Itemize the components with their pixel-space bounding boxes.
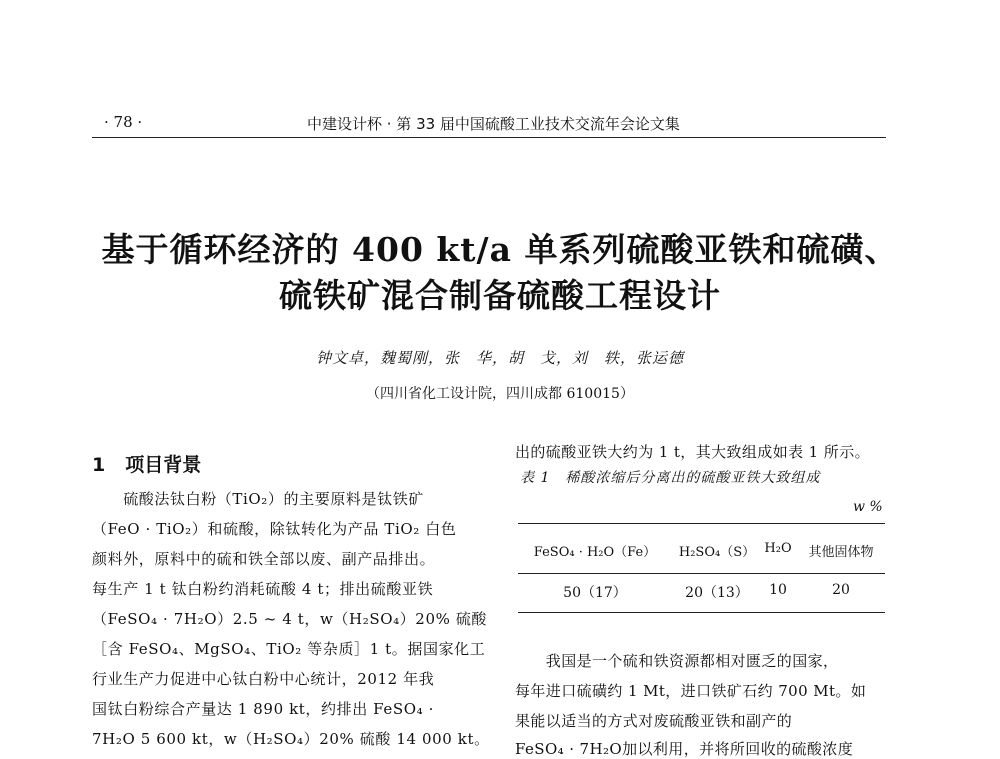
left-paragraph-line: 7H₂O 5 600 kt，w（H₂SO₄）20% 硫酸 14 000 kt。 xyxy=(92,730,490,748)
running-header: 中建设计杯 · 第 33 届中国硫酸工业技术交流年会论文集 xyxy=(307,115,680,133)
table-unit: w % xyxy=(853,499,883,515)
right-paragraph-line: 果能以适当的方式对废硫酸亚铁和副产的 xyxy=(515,712,793,730)
table-caption: 表 1 稀酸浓缩后分离出的硫酸亚铁大致组成 xyxy=(520,470,821,486)
paper-title-line-2: 硫铁矿混合制备硫酸工程设计 xyxy=(279,276,721,315)
left-paragraph-line: 颜料外，原料中的硫和铁全部以废、副产品排出。 xyxy=(92,550,436,568)
header-rule xyxy=(92,137,886,138)
table-cell: 20（13） xyxy=(685,585,749,601)
left-paragraph-line: （FeSO₄ · 7H₂O）2.5 ~ 4 t，w（H₂SO₄）20% 硫酸 xyxy=(92,610,488,628)
table-top-rule xyxy=(518,523,885,524)
table-bottom-rule xyxy=(518,612,885,613)
section-heading xyxy=(92,450,201,477)
table-cell: 10 xyxy=(769,582,787,598)
section-number: 1 xyxy=(92,454,106,476)
paper-title-line-1: 基于循环经济的 400 kt/a 单系列硫酸亚铁和硫磺、 xyxy=(101,230,899,269)
table-header-cell: H₂O xyxy=(764,541,792,556)
left-paragraph-line: 国钛白粉综合产量达 1 890 kt，约排出 FeSO₄ · xyxy=(92,700,434,718)
left-paragraph-line: ［含 FeSO₄、MgSO₄、TiO₂ 等杂质］1 t。据国家化工 xyxy=(92,640,486,658)
authors: 钟文卓，魏蜀刚，张 华，胡 戈，刘 轶，张运德 xyxy=(315,349,684,367)
table-cell: 50（17） xyxy=(563,585,627,601)
table-header-rule xyxy=(518,573,885,574)
table-header-cell: 其他固体物 xyxy=(808,545,874,560)
left-paragraph-line: （FeO · TiO₂）和硫酸，除钛转化为产品 TiO₂ 白色 xyxy=(92,520,457,538)
page-number: · 78 · xyxy=(104,113,143,131)
affiliation: （四川省化工设计院，四川成都 610015） xyxy=(366,386,634,402)
table-header-cell: H₂SO₄（S） xyxy=(678,545,756,560)
left-paragraph-line: 硫酸法钛白粉（TiO₂）的主要原料是钛铁矿 xyxy=(92,490,424,508)
right-paragraph-line: 我国是一个硫和铁资源都相对匮乏的国家， xyxy=(515,652,839,670)
table-cell: 20 xyxy=(832,582,850,598)
right-intro-line: 出的硫酸亚铁大约为 1 t，其大致组成如表 1 所示。 xyxy=(515,443,870,461)
left-paragraph-line: 行业生产力促进中心钛白粉中心统计，2012 年我 xyxy=(92,670,435,688)
section-title: 项目背景 xyxy=(125,454,202,476)
right-paragraph-line: FeSO₄ · 7H₂O加以利用，并将所回收的硫酸浓度 xyxy=(515,740,854,758)
left-paragraph-line: 每生产 1 t 钛白粉约消耗硫酸 4 t；排出硫酸亚铁 xyxy=(92,580,434,598)
right-paragraph-line: 每年进口硫磺约 1 Mt，进口铁矿石约 700 Mt。如 xyxy=(515,682,867,700)
table-header-cell: FeSO₄ · H₂O（Fe） xyxy=(533,545,657,560)
